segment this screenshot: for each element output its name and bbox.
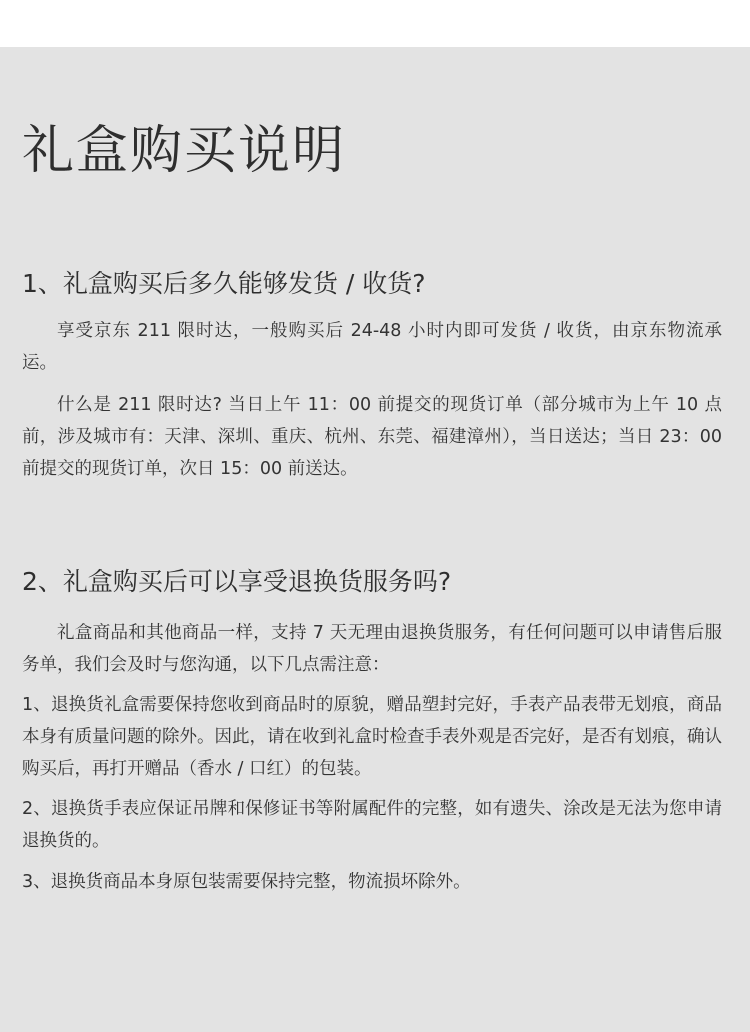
shipping-paragraph-2: 什么是 211 限时达? 当日上午 11：00 前提交的现货订单（部分城市为上午 10 点前，涉及城市有：天津、深圳、重庆、杭州、东莞、福建漳州），当日送达；当日 23：00 前提交的现货订单，次日 15：00 前送达。 <box>22 395 722 479</box>
returns-rule-1: 1、退换货礼盒需要保持您收到商品时的原貌，赠品塑封完好，手表产品表带无划痕，商品本身有质量问题的除外。因此，请在收到礼盒时检查手表外观是否完好，是否有划痕，确认购买后，再打开赠品（香水 / 口红）的包装。 <box>22 695 722 779</box>
page-title: 礼盒购买说明 <box>22 121 347 181</box>
returns-rule-3: 3、退换货商品本身原包装需要保持完整，物流损坏除外。 <box>22 872 471 892</box>
shipping-paragraph-1: 享受京东 211 限时达，一般购买后 24-48 小时内即可发货 / 收货，由京东物流承运。 <box>22 321 722 373</box>
section-heading-returns: 2、礼盒购买后可以享受退换货服务吗? <box>22 567 452 596</box>
returns-rule-2: 2、退换货手表应保证吊牌和保修证书等附属配件的完整，如有遗失、涂改是无法为您申请退换货的。 <box>22 799 722 851</box>
top-white-band <box>0 0 750 47</box>
returns-paragraph-intro: 礼盒商品和其他商品一样，支持 7 天无理由退换货服务，有任何问题可以申请售后服务单，我们会及时与您沟通，以下几点需注意： <box>22 623 722 675</box>
section-heading-shipping: 1、礼盒购买后多久能够发货 / 收货? <box>22 269 426 298</box>
